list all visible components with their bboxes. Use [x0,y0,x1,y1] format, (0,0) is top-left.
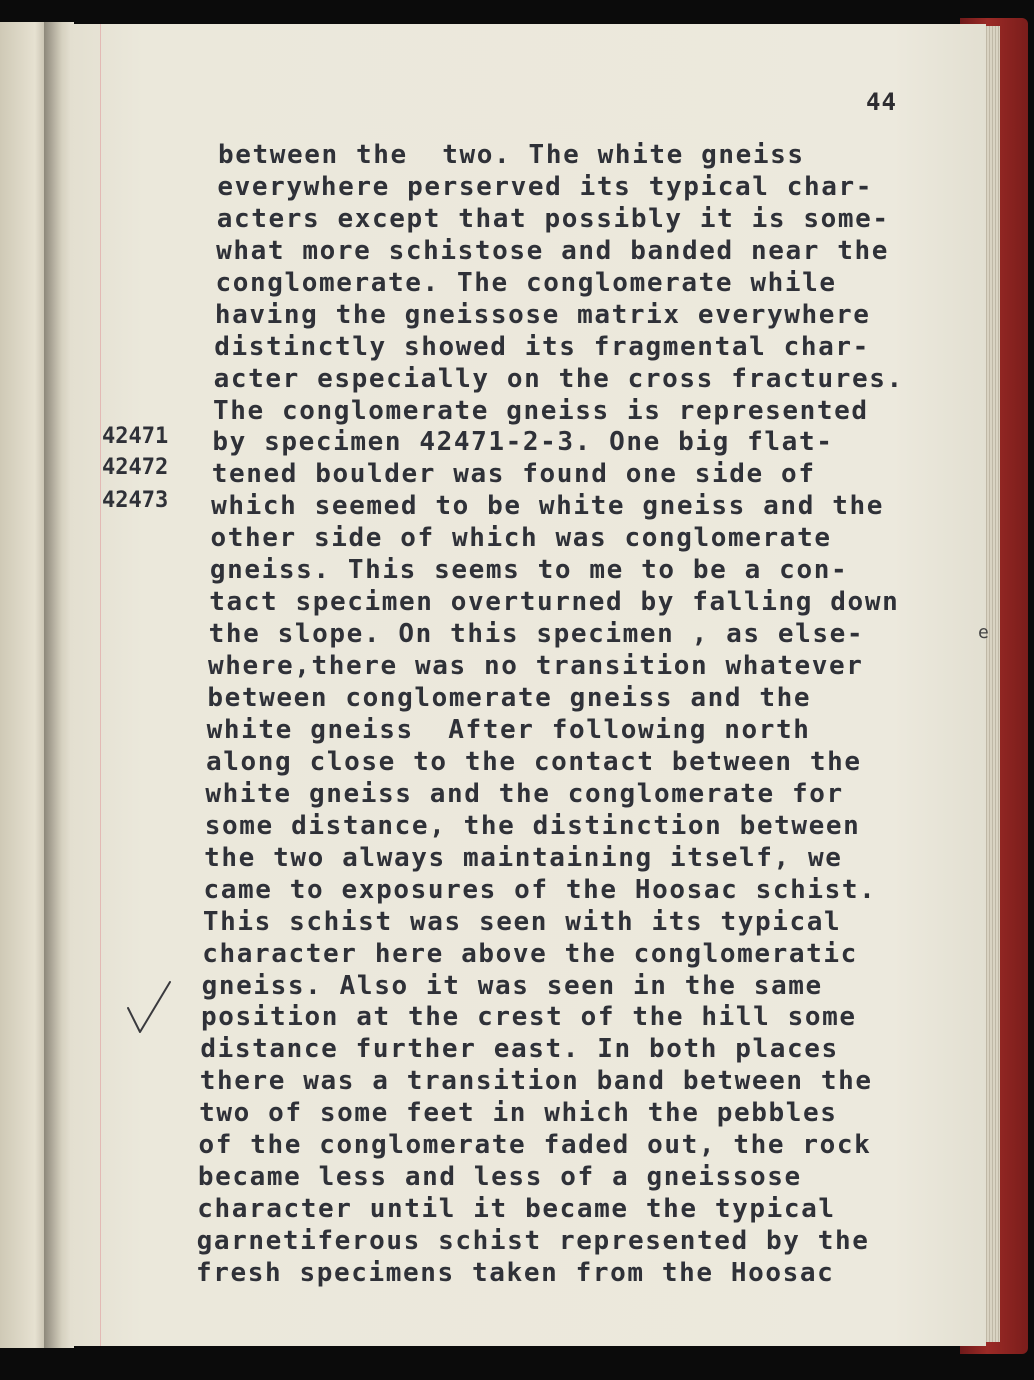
text-line: position at the crest of the hill some [201,1002,857,1033]
text-line: acter especially on the cross fractures. [213,363,904,394]
text-line: the slope. On this specimen , as else- [208,619,865,650]
check-mark-icon [124,980,174,1040]
previous-page-edge [0,22,50,1348]
text-line: by specimen 42471-2-3. One big flat- [212,427,834,458]
text-line: character until it became the typical [197,1194,836,1225]
text-line: which seemed to be white gneiss and the [211,491,884,522]
text-line: everywhere perserved its typical char- [217,171,873,202]
text-line: there was a transition band between the [199,1066,873,1097]
text-line: fresh specimens taken from the Hoosac [196,1258,835,1288]
margin-note: e [978,622,989,643]
text-line: along close to the contact between the [206,746,862,777]
page-number: 44 [866,88,897,116]
text-line: garnetiferous schist represented by the [196,1226,870,1257]
specimen-number: 42472 [102,455,169,480]
text-line: conglomerate. The conglomerate while [215,267,837,298]
text-line: what more schistose and banded near the [216,235,889,266]
margin-rule [100,24,101,1346]
text-line: became less and less of a gneissose [197,1162,802,1193]
text-line: The conglomerate gneiss is represented [212,395,869,426]
text-line: between conglomerate gneiss and the [207,683,812,714]
text-line: between the two. The white gneiss [218,140,805,170]
text-line: gneiss. This seems to me to be a con- [209,555,849,586]
text-line: the two always maintaining itself, we [204,842,843,873]
text-line: white gneiss After following north [206,714,811,745]
text-line: tened boulder was found one side of [211,459,816,490]
text-line: some distance, the distinction between [204,810,861,841]
text-line: having the gneissose matrix everywhere [214,299,871,330]
text-line: two of some feet in which the pebbles [199,1098,838,1129]
text-line: distinctly showed its fragmental char- [214,331,870,362]
text-line: where,there was no transition whatever [207,651,864,682]
text-line: character here above the conglomeratic [202,938,858,969]
text-line: of the conglomerate faded out, the rock [198,1130,872,1161]
specimen-number: 42473 [102,488,169,513]
text-line: This schist was seen with its typical [202,906,842,937]
text-line: acters except that possibly it is some- [216,203,890,234]
text-line: gneiss. Also it was seen in the same [201,970,823,1001]
specimen-number: 42471 [102,424,169,449]
text-line: other side of which was conglomerate [210,523,832,554]
text-line: came to exposures of the Hoosac schist. [203,874,877,905]
text-line: tact specimen overturned by falling down [209,587,900,618]
text-line: distance further east. In both places [200,1034,839,1065]
text-line: white gneiss and the conglomerate for [205,778,844,809]
